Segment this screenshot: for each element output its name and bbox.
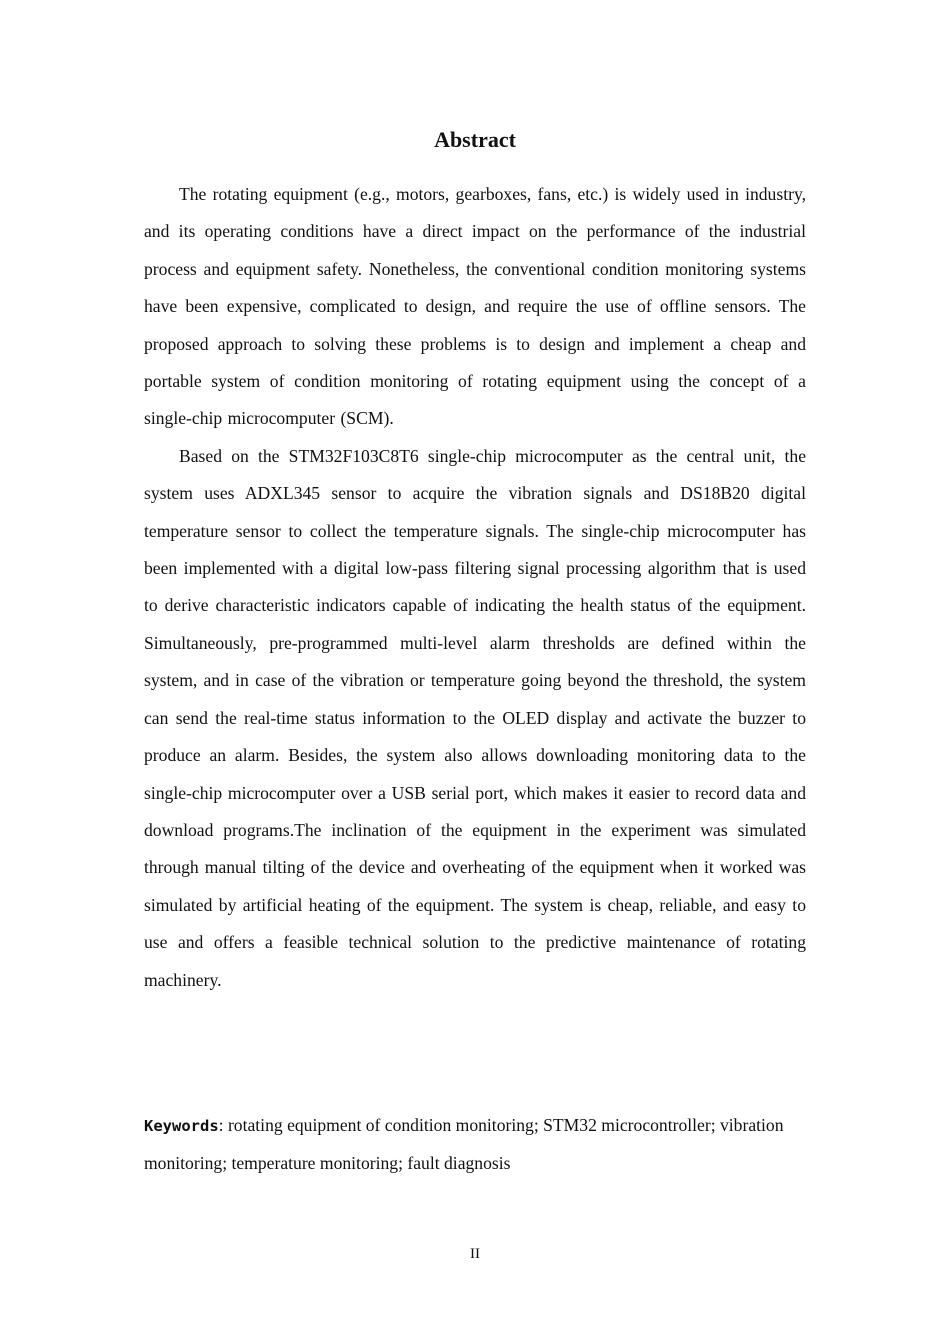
abstract-paragraph-1: The rotating equipment (e.g., motors, gearboxes, fans, etc.) is widely used in industry, and its operating conditions have a direct impact on the performance of the industrial process and equipment safety. Nonetheless, the conventional condition monitoring systems have been expensive, complicated to design, and require the use of offline sensors. The proposed approach to solving these problems is to design and implement a cheap and portable system of condition monitoring of rotating equipment using the concept of a single-chip microcomputer (SCM). [144,184,806,429]
abstract-paragraph-2: Based on the STM32F103C8T6 single-chip microcomputer as the central unit, the system uses ADXL345 sensor to acquire the vibration signals and DS18B20 digital temperature sensor to collect the temperature signals. The single-chip microcomputer has been implemented with a digital low-pass filtering signal processing algorithm that is used to derive characteristic indicators capable of indicating the health status of the equipment. Simultaneously, pre-programmed multi-level alarm thresholds are defined within the system, and in case of the vibration or temperature going beyond the threshold, the system can send the real-time status information to the OLED display and activate the buzzer to produce an alarm. Besides, the system also allows downloading monitoring data to the single-chip microcomputer over a USB serial port, which makes it easier to record data and download programs.The inclination of the equipment in the experiment was simulated through manual tilting of the device and overheating of the equipment when it worked was simulated by artificial heating of the equipment. The system is cheap, reliable, and easy to use and offers a feasible technical solution to the predictive maintenance of rotating machinery. [144,445,806,990]
keywords-label: Keywords [144,1117,219,1135]
abstract-title: Abstract [434,127,516,152]
keywords-list: : rotating equipment of condition monitoring; STM32 microcontroller; vibration monitoring; temperature monitoring; fault diagnosis [144,1115,784,1174]
abstract-body [144,176,806,999]
page-number: II [470,1246,480,1262]
keywords-section [144,1107,806,1183]
